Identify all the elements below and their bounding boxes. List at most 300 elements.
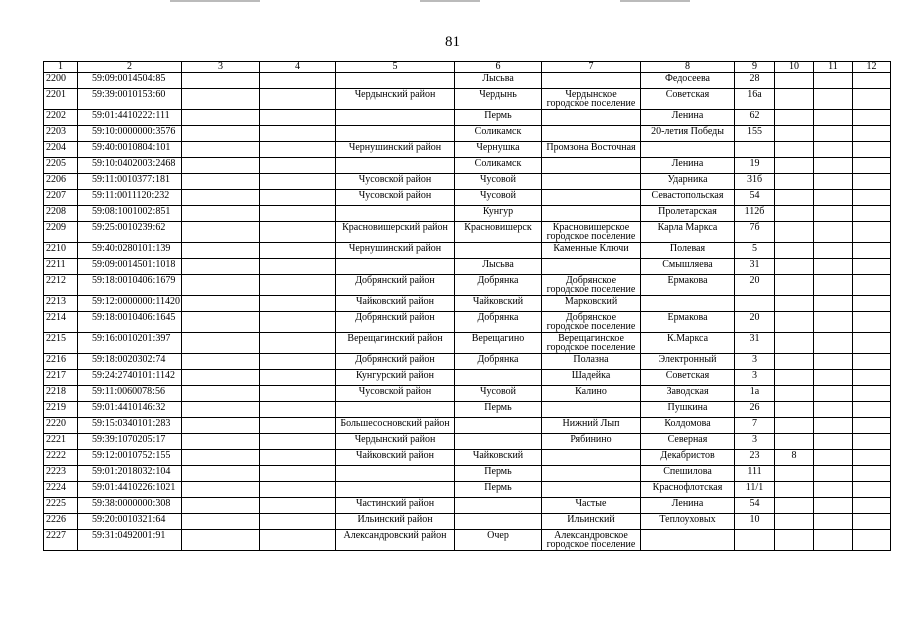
table-cell: 59:01:2018032:104: [78, 466, 182, 482]
table-cell: Декабристов: [641, 450, 735, 466]
table-cell: [814, 418, 853, 434]
table-cell: [336, 110, 455, 126]
table-cell: Верещагино: [455, 333, 542, 354]
table-cell: [260, 434, 336, 450]
table-cell: Верещагинский район: [336, 333, 455, 354]
table-cell: [853, 174, 891, 190]
table-cell: Чусовской район: [336, 190, 455, 206]
table-cell: [542, 402, 641, 418]
table-row: [44, 126, 891, 142]
column-header: 3: [182, 62, 260, 73]
table-cell: Чусовой: [455, 386, 542, 402]
table-cell: 112б: [735, 206, 775, 222]
table-cell: [542, 466, 641, 482]
table-cell: [814, 402, 853, 418]
table-cell: 3: [735, 370, 775, 386]
table-cell: [814, 158, 853, 174]
table-cell: [260, 206, 336, 222]
table-cell: [182, 89, 260, 110]
table-cell: 20-летия Победы: [641, 126, 735, 142]
table-cell: 59:25:0010239:62: [78, 222, 182, 243]
table-cell: [775, 402, 814, 418]
table-cell: [542, 206, 641, 222]
table-cell: [542, 482, 641, 498]
table-cell: [455, 514, 542, 530]
table-cell: [182, 206, 260, 222]
table-cell: [814, 466, 853, 482]
table-cell: 2225: [44, 498, 78, 514]
table-cell: Марковский: [542, 296, 641, 312]
table-cell: Верещагинское городское поселение: [542, 333, 641, 354]
table-cell: [814, 126, 853, 142]
table-cell: [853, 275, 891, 296]
table-cell: [775, 370, 814, 386]
table-cell: Чайковский район: [336, 296, 455, 312]
table-cell: [182, 354, 260, 370]
table-cell: [455, 370, 542, 386]
table-cell: Чусовской район: [336, 174, 455, 190]
table-row: [44, 158, 891, 174]
table-cell: 2214: [44, 312, 78, 333]
table-cell: [336, 158, 455, 174]
registry-table: [43, 61, 891, 551]
table-cell: [542, 126, 641, 142]
table-cell: 2201: [44, 89, 78, 110]
table-cell: 1а: [735, 386, 775, 402]
page-number: 81: [445, 34, 460, 50]
table-cell: Красновишерск: [455, 222, 542, 243]
table-cell: 2216: [44, 354, 78, 370]
table-cell: [260, 110, 336, 126]
table-cell: Кунгур: [455, 206, 542, 222]
table-cell: 2223: [44, 466, 78, 482]
table-cell: [853, 514, 891, 530]
table-cell: [814, 110, 853, 126]
table-row: [44, 243, 891, 259]
column-header: 6: [455, 62, 542, 73]
table-cell: [814, 296, 853, 312]
table-cell: 2226: [44, 514, 78, 530]
table-body: [44, 73, 891, 551]
table-cell: Соликамск: [455, 158, 542, 174]
table-cell: 2208: [44, 206, 78, 222]
table-cell: 31б: [735, 174, 775, 190]
column-header: 2: [78, 62, 182, 73]
table-cell: 59:38:0000000:308: [78, 498, 182, 514]
table-cell: [814, 434, 853, 450]
table-cell: 2215: [44, 333, 78, 354]
table-cell: [853, 126, 891, 142]
table-cell: 2219: [44, 402, 78, 418]
table-cell: Калино: [542, 386, 641, 402]
table-cell: [814, 450, 853, 466]
table-cell: 7: [735, 418, 775, 434]
table-cell: 2227: [44, 530, 78, 551]
table-cell: [775, 482, 814, 498]
table-cell: [814, 142, 853, 158]
table-cell: Красновишерский район: [336, 222, 455, 243]
table-cell: Чайковский: [455, 296, 542, 312]
table-cell: 155: [735, 126, 775, 142]
table-cell: [853, 296, 891, 312]
table-cell: Чайковский: [455, 450, 542, 466]
table-row: [44, 296, 891, 312]
table-cell: 31: [735, 259, 775, 275]
table-cell: 2207: [44, 190, 78, 206]
table-cell: 59:11:0010377:181: [78, 174, 182, 190]
table-cell: 10: [735, 514, 775, 530]
table-cell: 2205: [44, 158, 78, 174]
table-row: [44, 73, 891, 89]
table-cell: Чернушка: [455, 142, 542, 158]
table-cell: 16а: [735, 89, 775, 110]
table-cell: [775, 158, 814, 174]
table-cell: [775, 126, 814, 142]
table-cell: [260, 259, 336, 275]
table-cell: Соликамск: [455, 126, 542, 142]
table-cell: [853, 73, 891, 89]
table-cell: [775, 354, 814, 370]
scan-edge-mark: [170, 0, 260, 2]
table-cell: [853, 333, 891, 354]
table-cell: [814, 222, 853, 243]
table-cell: [814, 482, 853, 498]
table-cell: Ермакова: [641, 275, 735, 296]
table-cell: 54: [735, 190, 775, 206]
table-cell: [814, 73, 853, 89]
table-cell: Электронный: [641, 354, 735, 370]
header-row: [44, 62, 891, 73]
table-cell: Добрянское городское поселение: [542, 275, 641, 296]
table-cell: [775, 514, 814, 530]
table-cell: [260, 370, 336, 386]
table-cell: [775, 110, 814, 126]
table-cell: [182, 482, 260, 498]
table-cell: 23: [735, 450, 775, 466]
table-cell: [182, 402, 260, 418]
table-cell: [853, 370, 891, 386]
table-cell: [182, 498, 260, 514]
table-cell: Ермакова: [641, 312, 735, 333]
table-cell: [182, 312, 260, 333]
table-cell: 54: [735, 498, 775, 514]
table-cell: 2211: [44, 259, 78, 275]
table-cell: 2204: [44, 142, 78, 158]
table-row: [44, 418, 891, 434]
table-cell: [775, 73, 814, 89]
table-cell: 59:09:0014504:85: [78, 73, 182, 89]
table-cell: Красновишерское городское поселение: [542, 222, 641, 243]
table-cell: [775, 190, 814, 206]
table-cell: [336, 206, 455, 222]
table-cell: Пермь: [455, 482, 542, 498]
table-cell: [775, 434, 814, 450]
table-cell: [182, 259, 260, 275]
table-cell: [182, 73, 260, 89]
table-cell: [814, 354, 853, 370]
table-cell: [775, 333, 814, 354]
table-cell: [853, 222, 891, 243]
table-cell: [542, 158, 641, 174]
table-cell: Добрянка: [455, 312, 542, 333]
table-cell: Севастопольская: [641, 190, 735, 206]
table-cell: 59:11:0060078:56: [78, 386, 182, 402]
table-row: [44, 174, 891, 190]
table-cell: [182, 450, 260, 466]
scan-edge-mark: [420, 0, 480, 2]
table-cell: Ударника: [641, 174, 735, 190]
table-cell: [260, 514, 336, 530]
table-cell: [814, 312, 853, 333]
table-cell: [775, 386, 814, 402]
table-cell: Теплоуховых: [641, 514, 735, 530]
table-cell: Чусовой: [455, 190, 542, 206]
table-cell: Пермь: [455, 466, 542, 482]
table-cell: [260, 142, 336, 158]
table-cell: [775, 89, 814, 110]
table-cell: Добрянка: [455, 275, 542, 296]
table-row: [44, 206, 891, 222]
table-cell: Пермь: [455, 402, 542, 418]
table-cell: 20: [735, 275, 775, 296]
table-cell: Полазна: [542, 354, 641, 370]
table-cell: [182, 530, 260, 551]
table-cell: Чердынский район: [336, 434, 455, 450]
table-cell: [182, 370, 260, 386]
table-cell: 59:20:0010321:64: [78, 514, 182, 530]
table-cell: [853, 89, 891, 110]
table-cell: [814, 206, 853, 222]
table-cell: [260, 275, 336, 296]
table-cell: 59:12:0010752:155: [78, 450, 182, 466]
table-cell: 2209: [44, 222, 78, 243]
table-cell: 59:18:0020302:74: [78, 354, 182, 370]
table-cell: [260, 466, 336, 482]
table-cell: 31: [735, 333, 775, 354]
table-cell: К.Маркса: [641, 333, 735, 354]
table-cell: Добрянское городское поселение: [542, 312, 641, 333]
table-cell: [182, 333, 260, 354]
table-cell: 20: [735, 312, 775, 333]
table-cell: Советская: [641, 89, 735, 110]
table-cell: 59:09:0014501:1018: [78, 259, 182, 275]
table-cell: 59:01:4410146:32: [78, 402, 182, 418]
table-cell: [260, 174, 336, 190]
table-cell: [853, 482, 891, 498]
table-cell: 2217: [44, 370, 78, 386]
table-cell: 59:24:2740101:1142: [78, 370, 182, 386]
table-cell: [182, 466, 260, 482]
table-cell: Полевая: [641, 243, 735, 259]
table-cell: [735, 530, 775, 551]
table-cell: [775, 222, 814, 243]
table-row: [44, 450, 891, 466]
table-cell: 59:10:0402003:2468: [78, 158, 182, 174]
table-cell: [260, 222, 336, 243]
table-cell: [853, 386, 891, 402]
table-cell: Александровское городское поселение: [542, 530, 641, 551]
table-cell: 2212: [44, 275, 78, 296]
table-row: [44, 354, 891, 370]
table-cell: 59:01:4410222:111: [78, 110, 182, 126]
column-header: 12: [853, 62, 891, 73]
table-cell: 111: [735, 466, 775, 482]
table-cell: [336, 402, 455, 418]
table-cell: [260, 482, 336, 498]
table-cell: [853, 142, 891, 158]
table-cell: Чердынь: [455, 89, 542, 110]
table-cell: Федосеева: [641, 73, 735, 89]
table-cell: [182, 514, 260, 530]
table-cell: [182, 275, 260, 296]
table-cell: [814, 530, 853, 551]
table-cell: Рябинино: [542, 434, 641, 450]
table-cell: [542, 73, 641, 89]
table-cell: 2210: [44, 243, 78, 259]
table-cell: [853, 402, 891, 418]
table-cell: 28: [735, 73, 775, 89]
table-cell: [455, 243, 542, 259]
table-cell: 7б: [735, 222, 775, 243]
table-cell: Добрянский район: [336, 275, 455, 296]
table-cell: [814, 89, 853, 110]
table-cell: Добрянка: [455, 354, 542, 370]
table-cell: [260, 450, 336, 466]
table-cell: [260, 190, 336, 206]
table-row: [44, 142, 891, 158]
table-cell: [775, 418, 814, 434]
table-cell: Шадейка: [542, 370, 641, 386]
table-row: [44, 259, 891, 275]
table-row: [44, 482, 891, 498]
table-row: [44, 370, 891, 386]
table-cell: [853, 206, 891, 222]
table-cell: Лысьва: [455, 73, 542, 89]
table-cell: Заводская: [641, 386, 735, 402]
table-cell: [775, 275, 814, 296]
table-cell: Чусовской район: [336, 386, 455, 402]
table-row: [44, 466, 891, 482]
table-cell: [641, 530, 735, 551]
table-cell: Частые: [542, 498, 641, 514]
table-cell: Ильинский район: [336, 514, 455, 530]
table-cell: [260, 354, 336, 370]
table-cell: Очер: [455, 530, 542, 551]
table-cell: [775, 296, 814, 312]
table-cell: 2206: [44, 174, 78, 190]
table-cell: [182, 296, 260, 312]
table-cell: [182, 222, 260, 243]
table-cell: 59:08:1001002:851: [78, 206, 182, 222]
table-cell: [260, 386, 336, 402]
table-cell: Чердынский район: [336, 89, 455, 110]
table-cell: Большесосновский район: [336, 418, 455, 434]
table-cell: [814, 275, 853, 296]
table-cell: 19: [735, 158, 775, 174]
table-cell: 59:11:0011120:232: [78, 190, 182, 206]
table-cell: 2218: [44, 386, 78, 402]
table-cell: [260, 73, 336, 89]
column-header: 9: [735, 62, 775, 73]
table-cell: 59:15:0340101:283: [78, 418, 182, 434]
table-cell: 3: [735, 354, 775, 370]
table-cell: [853, 498, 891, 514]
table-cell: [853, 190, 891, 206]
table-cell: [775, 142, 814, 158]
table-cell: [853, 110, 891, 126]
table-cell: [260, 243, 336, 259]
table-cell: 59:18:0010406:1645: [78, 312, 182, 333]
table-cell: [853, 450, 891, 466]
table-cell: [853, 259, 891, 275]
table-row: [44, 402, 891, 418]
table-cell: [735, 142, 775, 158]
table-cell: [260, 296, 336, 312]
table-cell: Ленина: [641, 110, 735, 126]
table-cell: 2213: [44, 296, 78, 312]
table-row: [44, 514, 891, 530]
table-cell: [542, 110, 641, 126]
table-row: [44, 275, 891, 296]
table-cell: [853, 434, 891, 450]
table-cell: [542, 259, 641, 275]
table-cell: [260, 418, 336, 434]
table-cell: [814, 386, 853, 402]
table-cell: [775, 174, 814, 190]
table-cell: [814, 259, 853, 275]
table-cell: [814, 370, 853, 386]
table-cell: [814, 174, 853, 190]
table-cell: Ленина: [641, 498, 735, 514]
column-header: 7: [542, 62, 641, 73]
table-cell: Советская: [641, 370, 735, 386]
table-cell: [775, 530, 814, 551]
table-cell: Каменные Ключи: [542, 243, 641, 259]
table-cell: Промзона Восточная: [542, 142, 641, 158]
table-cell: Лысьва: [455, 259, 542, 275]
column-header: 1: [44, 62, 78, 73]
table-cell: 26: [735, 402, 775, 418]
table-cell: Чайковский район: [336, 450, 455, 466]
table-row: [44, 110, 891, 126]
table-cell: [542, 450, 641, 466]
table-cell: Ильинский: [542, 514, 641, 530]
table-cell: 59:40:0010804:101: [78, 142, 182, 158]
column-header: 8: [641, 62, 735, 73]
table-cell: [641, 142, 735, 158]
table-cell: 2203: [44, 126, 78, 142]
table-cell: 2224: [44, 482, 78, 498]
table-cell: Колдомова: [641, 418, 735, 434]
table-cell: 5: [735, 243, 775, 259]
table-cell: Пушкина: [641, 402, 735, 418]
table-cell: [336, 466, 455, 482]
table-cell: 59:39:0010153:60: [78, 89, 182, 110]
table-cell: [455, 434, 542, 450]
table-cell: Смышляева: [641, 259, 735, 275]
table-cell: Добрянский район: [336, 354, 455, 370]
table-cell: [814, 333, 853, 354]
table-cell: 59:16:0010201:397: [78, 333, 182, 354]
table-cell: [542, 174, 641, 190]
table-cell: [182, 142, 260, 158]
table-row: [44, 386, 891, 402]
table-cell: Пролетарская: [641, 206, 735, 222]
table-cell: [260, 312, 336, 333]
table-cell: [336, 73, 455, 89]
table-cell: [853, 418, 891, 434]
table-cell: [853, 312, 891, 333]
